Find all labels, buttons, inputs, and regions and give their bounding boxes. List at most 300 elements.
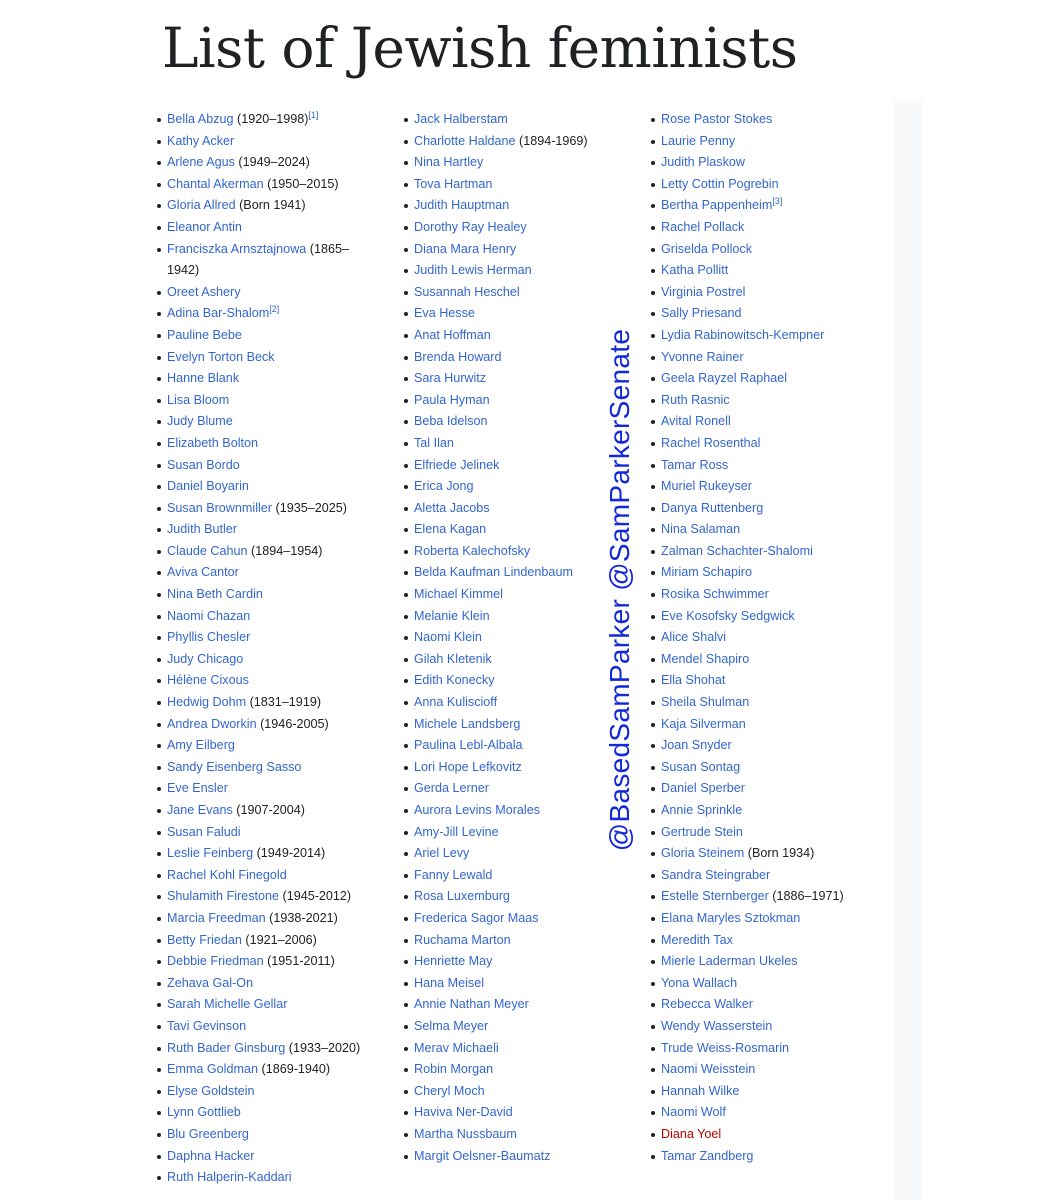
person-link[interactable]: Nina Salaman xyxy=(661,522,741,537)
list-item xyxy=(156,1167,376,1189)
person-link[interactable]: Oreet Ashery xyxy=(167,284,241,299)
person-dates: (1831–1919) xyxy=(246,695,322,710)
person-link[interactable]: Avital Ronell xyxy=(661,414,731,429)
reference-link[interactable]: [1] xyxy=(308,110,319,120)
person-link[interactable]: Rachel Kohl Finegold xyxy=(167,867,287,882)
person-link[interactable]: Gertrude Stein xyxy=(661,824,743,839)
person-link[interactable]: Roberta Kalechofsky xyxy=(414,543,531,558)
person-link[interactable]: Ruchama Marton xyxy=(414,932,511,947)
list-item xyxy=(650,455,865,477)
list-item xyxy=(403,778,603,800)
person-link[interactable]: Elfriede Jelinek xyxy=(414,457,500,472)
person-dates: (1869-1940) xyxy=(258,1062,331,1077)
person-link[interactable]: Melanie Klein xyxy=(414,608,490,623)
list-item xyxy=(156,584,376,606)
person-link[interactable]: Blu Greenberg xyxy=(167,1126,249,1141)
person-link[interactable]: Pauline Bebe xyxy=(167,327,242,342)
person-link[interactable]: Sally Priesand xyxy=(661,306,742,321)
person-link[interactable]: Paulina Lebl-Albala xyxy=(414,738,523,753)
person-link[interactable]: Betty Friedan xyxy=(167,932,242,947)
person-link[interactable]: Eleanor Antin xyxy=(167,219,242,234)
person-dates: (1886–1971) xyxy=(768,889,844,904)
list-item xyxy=(403,260,603,282)
list-item xyxy=(650,476,865,498)
list-item xyxy=(156,303,376,325)
list-item xyxy=(650,541,865,563)
list-item xyxy=(156,541,376,563)
person-link[interactable]: Yona Wallach xyxy=(661,975,738,990)
list-item xyxy=(156,152,376,174)
person-link[interactable]: Eva Hesse xyxy=(414,306,475,321)
person-link[interactable]: Judith Butler xyxy=(167,522,238,537)
list-item xyxy=(403,174,603,196)
person-link[interactable]: Danya Ruttenberg xyxy=(661,500,764,515)
person-link[interactable]: Anat Hoffman xyxy=(414,327,491,342)
person-link[interactable]: Kathy Acker xyxy=(167,133,235,148)
list-item xyxy=(403,822,603,844)
list-item xyxy=(650,800,865,822)
list-item xyxy=(650,951,865,973)
person-link[interactable]: Andrea Dworkin xyxy=(167,716,257,731)
person-link[interactable]: Jack Halberstam xyxy=(414,112,508,126)
person-link[interactable]: Michele Landsberg xyxy=(414,716,521,731)
person-link[interactable]: Michael Kimmel xyxy=(414,587,503,602)
list-item xyxy=(156,1081,376,1103)
person-link[interactable]: Tal Ilan xyxy=(414,435,454,450)
person-link[interactable]: Rebecca Walker xyxy=(661,997,753,1012)
person-link[interactable]: Dorothy Ray Healey xyxy=(414,219,527,234)
list-item xyxy=(403,908,603,930)
list-item xyxy=(403,433,603,455)
person-link[interactable]: Wendy Wasserstein xyxy=(661,1018,773,1033)
list-item xyxy=(403,951,603,973)
list-item xyxy=(403,1102,603,1124)
person-link[interactable]: Judy Blume xyxy=(167,414,233,429)
person-link[interactable]: Shulamith Firestone xyxy=(167,889,279,904)
person-link[interactable]: Naomi Chazan xyxy=(167,608,251,623)
list-item xyxy=(650,411,865,433)
feminist-list-column-3 xyxy=(650,109,865,1167)
person-link[interactable]: Lydia Rabinowitsch-Kempner xyxy=(661,327,825,342)
person-link[interactable]: Trude Weiss-Rosmarin xyxy=(661,1040,790,1055)
list-item xyxy=(156,735,376,757)
person-link[interactable]: Letty Cottin Pogrebin xyxy=(661,176,779,191)
list-item xyxy=(403,562,603,584)
list-item xyxy=(650,606,865,628)
person-dates: (1894-1969) xyxy=(515,133,588,148)
reference-link[interactable]: [3] xyxy=(772,196,783,207)
list-item xyxy=(156,973,376,995)
list-item xyxy=(156,455,376,477)
list-item xyxy=(156,800,376,822)
reference-superscript xyxy=(308,110,318,120)
list-item xyxy=(156,606,376,628)
person-link[interactable]: Franciszka Arnsztajnowa xyxy=(167,241,307,256)
person-link[interactable]: Beba Idelson xyxy=(414,414,488,429)
person-link[interactable]: Nina Hartley xyxy=(414,155,484,170)
person-link[interactable]: Daniel Sperber xyxy=(661,781,746,796)
list-item xyxy=(403,519,603,541)
person-link[interactable]: Gilah Kletenik xyxy=(414,651,492,666)
person-link[interactable]: Hana Meisel xyxy=(414,975,484,990)
list-item xyxy=(403,1081,603,1103)
person-link[interactable]: Elizabeth Bolton xyxy=(167,435,259,450)
person-link[interactable]: Frederica Sagor Maas xyxy=(414,910,539,925)
person-dates: (1949–2024) xyxy=(234,155,310,170)
person-link[interactable]: Eve Kosofsky Sedgwick xyxy=(661,608,795,623)
person-link[interactable]: Ruth Halperin-Kaddari xyxy=(167,1170,292,1185)
person-link[interactable]: Gerda Lerner xyxy=(414,781,489,796)
person-link[interactable]: Naomi Wolf xyxy=(661,1105,726,1120)
list-item xyxy=(403,325,603,347)
person-link[interactable]: Judy Chicago xyxy=(167,651,244,666)
list-item xyxy=(650,994,865,1016)
person-link[interactable]: Rachel Pollack xyxy=(661,219,745,234)
person-link[interactable]: Rosika Schwimmer xyxy=(661,587,769,602)
person-link[interactable]: Estelle Sternberger xyxy=(661,889,769,904)
list-item xyxy=(650,260,865,282)
list-item xyxy=(650,282,865,304)
list-item xyxy=(650,1102,865,1124)
list-item xyxy=(650,1016,865,1038)
person-link[interactable]: Anna Kuliscioff xyxy=(414,695,498,710)
list-item xyxy=(650,649,865,671)
person-link[interactable]: Eve Ensler xyxy=(167,781,228,796)
person-link[interactable]: Chantal Akerman xyxy=(167,176,264,191)
person-link[interactable]: Alice Shalvi xyxy=(661,630,727,645)
person-dates: (1951-2011) xyxy=(263,954,335,969)
list-item xyxy=(650,152,865,174)
list-item xyxy=(156,1102,376,1124)
list-item xyxy=(403,649,603,671)
person-link[interactable]: Jane Evans xyxy=(167,803,233,817)
person-link[interactable]: Bella Abzug xyxy=(167,112,234,126)
person-link[interactable]: Tamar Ross xyxy=(661,457,729,472)
list-item xyxy=(403,1016,603,1038)
list-item xyxy=(650,390,865,412)
list-item xyxy=(403,1059,603,1081)
list-item xyxy=(156,1124,376,1146)
person-link[interactable]: Elena Kagan xyxy=(414,522,487,537)
list-item xyxy=(156,994,376,1016)
person-link[interactable]: Adina Bar-Shalom xyxy=(167,306,270,321)
person-link[interactable]: Nina Beth Cardin xyxy=(167,587,263,602)
list-item xyxy=(156,1038,376,1060)
person-link[interactable]: Belda Kaufman Lindenbaum xyxy=(414,565,573,580)
person-link[interactable]: Hélène Cixous xyxy=(167,673,249,688)
list-item xyxy=(156,562,376,584)
list-item xyxy=(156,411,376,433)
list-item xyxy=(650,735,865,757)
list-item xyxy=(403,239,603,261)
list-item xyxy=(403,865,603,887)
list-item xyxy=(156,131,376,153)
person-link[interactable]: Ariel Levy xyxy=(414,846,470,861)
person-link[interactable]: Gloria Allred xyxy=(167,198,236,213)
list-item xyxy=(156,174,376,196)
person-link[interactable]: Robin Morgan xyxy=(414,1062,494,1077)
person-link[interactable]: Lisa Bloom xyxy=(167,392,230,407)
list-item xyxy=(650,908,865,930)
person-link[interactable]: Aurora Levins Morales xyxy=(414,803,540,817)
list-item xyxy=(156,951,376,973)
person-link[interactable]: Phyllis Chesler xyxy=(167,630,251,645)
list-item xyxy=(403,800,603,822)
list-item xyxy=(156,886,376,908)
list-item xyxy=(156,692,376,714)
list-item xyxy=(650,822,865,844)
person-link[interactable]: Naomi Weisstein xyxy=(661,1062,756,1077)
list-item xyxy=(650,1038,865,1060)
list-item xyxy=(156,843,376,865)
person-link[interactable]: Aviva Cantor xyxy=(167,565,239,580)
list-item xyxy=(650,1146,865,1168)
list-item xyxy=(650,368,865,390)
list-item xyxy=(156,757,376,779)
person-dates: (1949-2014) xyxy=(253,846,326,861)
feminist-list-column-2 xyxy=(403,109,603,1167)
person-link[interactable]: Amy Eilberg xyxy=(167,738,235,753)
person-link[interactable]: Annie Sprinkle xyxy=(661,803,743,817)
person-link[interactable]: Susan Faludi xyxy=(167,824,241,839)
list-item xyxy=(403,714,603,736)
list-item xyxy=(156,282,376,304)
person-link[interactable]: Judith Lewis Herman xyxy=(414,263,532,278)
list-item xyxy=(403,303,603,325)
list-item xyxy=(650,627,865,649)
person-link[interactable]: Margit Oelsner-Baumatz xyxy=(414,1148,551,1163)
list-item xyxy=(156,476,376,498)
list-item xyxy=(156,217,376,239)
person-dates: (1907-2004) xyxy=(232,803,305,817)
person-link[interactable]: Leslie Feinberg xyxy=(167,846,254,861)
person-dates: (1946-2005) xyxy=(256,716,329,731)
list-item xyxy=(156,347,376,369)
watermark-text: @BasedSamParker @SamParkerSenate xyxy=(604,328,635,852)
person-link[interactable]: Sandy Eisenberg Sasso xyxy=(167,759,302,774)
person-link[interactable]: Tavi Gevinson xyxy=(167,1018,247,1033)
person-link[interactable]: Charlotte Haldane xyxy=(414,133,516,148)
person-link[interactable]: Rose Pastor Stokes xyxy=(661,112,773,126)
list-item xyxy=(650,1059,865,1081)
list-item xyxy=(156,109,376,131)
list-item xyxy=(403,1146,603,1168)
person-link[interactable]: Sara Hurwitz xyxy=(414,371,487,386)
reference-superscript xyxy=(772,196,782,206)
list-item xyxy=(156,1146,376,1168)
person-dates: (Born 1934) xyxy=(744,846,815,861)
person-link[interactable]: Meredith Tax xyxy=(661,932,733,947)
person-link[interactable]: Diana Yoel xyxy=(661,1126,722,1141)
person-link[interactable]: Daphna Hacker xyxy=(167,1148,255,1163)
list-item xyxy=(650,239,865,261)
list-item xyxy=(650,1124,865,1146)
person-link[interactable]: Susannah Heschel xyxy=(414,284,520,299)
person-link[interactable]: Ruth Rasnic xyxy=(661,392,730,407)
person-link[interactable]: Sandra Steingraber xyxy=(661,867,771,882)
list-item xyxy=(156,908,376,930)
list-item xyxy=(650,584,865,606)
person-link[interactable]: Annie Nathan Meyer xyxy=(414,997,529,1012)
person-link[interactable]: Claude Cahun xyxy=(167,543,248,558)
person-link[interactable]: Haviva Ner-David xyxy=(414,1105,513,1120)
person-link[interactable]: Tamar Zandberg xyxy=(661,1148,754,1163)
list-item xyxy=(156,519,376,541)
person-link[interactable]: Tova Hartman xyxy=(414,176,493,191)
person-link[interactable]: Rachel Rosenthal xyxy=(661,435,761,450)
person-link[interactable]: Kaja Silverman xyxy=(661,716,746,731)
list-item xyxy=(403,541,603,563)
person-link[interactable]: Naomi Klein xyxy=(414,630,482,645)
list-item xyxy=(156,195,376,217)
list-item xyxy=(650,670,865,692)
person-link[interactable]: Hanne Blank xyxy=(167,371,240,386)
person-link[interactable]: Katha Pollitt xyxy=(661,263,729,278)
list-item xyxy=(650,325,865,347)
list-item xyxy=(403,606,603,628)
person-link[interactable]: Hannah Wilke xyxy=(661,1083,740,1098)
person-link[interactable]: Bertha Pappenheim xyxy=(661,198,773,213)
person-link[interactable]: Geela Rayzel Raphael xyxy=(661,371,788,386)
list-item xyxy=(403,217,603,239)
person-link[interactable]: Aletta Jacobs xyxy=(414,500,490,515)
person-link[interactable]: Evelyn Torton Beck xyxy=(167,349,275,364)
list-item xyxy=(650,109,865,131)
person-dates: (Born 1941) xyxy=(235,198,306,213)
list-item xyxy=(650,778,865,800)
list-item xyxy=(650,174,865,196)
person-link[interactable]: Zehava Gal-On xyxy=(167,975,254,990)
person-link[interactable]: Susan Sontag xyxy=(661,759,741,774)
list-item xyxy=(403,498,603,520)
list-item xyxy=(403,282,603,304)
person-link[interactable]: Gloria Steinem xyxy=(661,846,745,861)
person-dates: (1935–2025) xyxy=(272,500,347,515)
person-link[interactable]: Cheryl Moch xyxy=(414,1083,485,1098)
list-item xyxy=(403,109,603,131)
person-link[interactable]: Paula Hyman xyxy=(414,392,490,407)
list-item xyxy=(403,973,603,995)
list-item xyxy=(650,519,865,541)
person-link[interactable]: Amy-Jill Levine xyxy=(414,824,499,839)
list-item xyxy=(403,455,603,477)
list-item xyxy=(403,152,603,174)
person-dates: (1950–2015) xyxy=(263,176,339,191)
list-item xyxy=(403,670,603,692)
person-link[interactable]: Arlene Agus xyxy=(167,155,235,170)
person-link[interactable]: Ruth Bader Ginsburg xyxy=(167,1040,286,1055)
person-dates: (1894–1954) xyxy=(247,543,323,558)
person-link[interactable]: Lori Hope Lefkovitz xyxy=(414,759,522,774)
person-link[interactable]: Diana Mara Henry xyxy=(414,241,517,256)
list-item xyxy=(650,930,865,952)
list-item xyxy=(650,347,865,369)
person-link[interactable]: Debbie Friedman xyxy=(167,954,264,969)
list-item xyxy=(403,757,603,779)
person-link[interactable]: Henriette May xyxy=(414,954,493,969)
person-link[interactable]: Marcia Freedman xyxy=(167,910,266,925)
person-link[interactable]: Muriel Rukeyser xyxy=(661,479,752,494)
person-link[interactable]: Sarah Michelle Gellar xyxy=(167,997,288,1012)
person-link[interactable]: Martha Nussbaum xyxy=(414,1126,517,1141)
person-link[interactable]: Zalman Schachter-Shalomi xyxy=(661,543,813,558)
list-item xyxy=(403,1124,603,1146)
list-item xyxy=(403,476,603,498)
person-link[interactable]: Susan Brownmiller xyxy=(167,500,272,515)
list-item xyxy=(650,757,865,779)
list-item xyxy=(156,433,376,455)
person-dates: (1921–2006) xyxy=(241,932,317,947)
list-item xyxy=(403,195,603,217)
person-link[interactable]: Edith Konecky xyxy=(414,673,495,688)
person-link[interactable]: Judith Plaskow xyxy=(661,155,745,170)
list-item xyxy=(403,692,603,714)
list-item xyxy=(156,627,376,649)
person-link[interactable]: Mierle Laderman Ukeles xyxy=(661,954,798,969)
person-link[interactable]: Merav Michaeli xyxy=(414,1040,499,1055)
list-item xyxy=(650,195,865,217)
person-link[interactable]: Virginia Postrel xyxy=(661,284,746,299)
list-item xyxy=(156,368,376,390)
list-item xyxy=(403,930,603,952)
list-item xyxy=(403,347,603,369)
person-link[interactable]: Yvonne Rainer xyxy=(661,349,744,364)
person-dates: (1865–1942) xyxy=(167,241,350,278)
list-item xyxy=(403,411,603,433)
list-item xyxy=(403,131,603,153)
person-link[interactable]: Daniel Boyarin xyxy=(167,479,249,494)
person-link[interactable]: Elana Maryles Sztokman xyxy=(661,910,801,925)
list-item xyxy=(650,131,865,153)
list-item xyxy=(650,303,865,325)
person-link[interactable]: Sheila Shulman xyxy=(661,695,750,710)
reference-link[interactable]: [2] xyxy=(269,304,280,315)
list-item xyxy=(156,778,376,800)
side-panel-strip xyxy=(894,100,922,1200)
list-item xyxy=(156,930,376,952)
person-link[interactable]: Judith Hauptman xyxy=(414,198,510,213)
list-item xyxy=(650,973,865,995)
list-item xyxy=(403,735,603,757)
person-dates: (1945-2012) xyxy=(279,889,352,904)
person-link[interactable]: Susan Bordo xyxy=(167,457,240,472)
list-item xyxy=(156,239,357,282)
person-link[interactable]: Fanny Lewald xyxy=(414,867,493,882)
person-link[interactable]: Lynn Gottlieb xyxy=(167,1105,241,1120)
list-item xyxy=(403,390,603,412)
person-link[interactable]: Hedwig Dohm xyxy=(167,695,247,710)
person-link[interactable]: Emma Goldman xyxy=(167,1062,258,1077)
person-link[interactable]: Elyse Goldstein xyxy=(167,1083,255,1098)
person-link[interactable]: Griselda Pollock xyxy=(661,241,752,256)
person-link[interactable]: Laurie Penny xyxy=(661,133,736,148)
list-item xyxy=(650,562,865,584)
person-link[interactable]: Ella Shohat xyxy=(661,673,726,688)
person-link[interactable]: Selma Meyer xyxy=(414,1018,489,1033)
person-link[interactable]: Erica Jong xyxy=(414,479,474,494)
person-link[interactable]: Joan Snyder xyxy=(661,738,732,753)
person-link[interactable]: Miriam Schapiro xyxy=(661,565,752,580)
person-link[interactable]: Mendel Shapiro xyxy=(661,651,750,666)
list-item xyxy=(403,627,603,649)
person-link[interactable]: Rosa Luxemburg xyxy=(414,889,510,904)
list-item xyxy=(650,714,865,736)
list-item xyxy=(403,368,603,390)
list-item xyxy=(156,670,376,692)
list-item xyxy=(403,994,603,1016)
person-link[interactable]: Brenda Howard xyxy=(414,349,502,364)
list-item xyxy=(156,390,376,412)
